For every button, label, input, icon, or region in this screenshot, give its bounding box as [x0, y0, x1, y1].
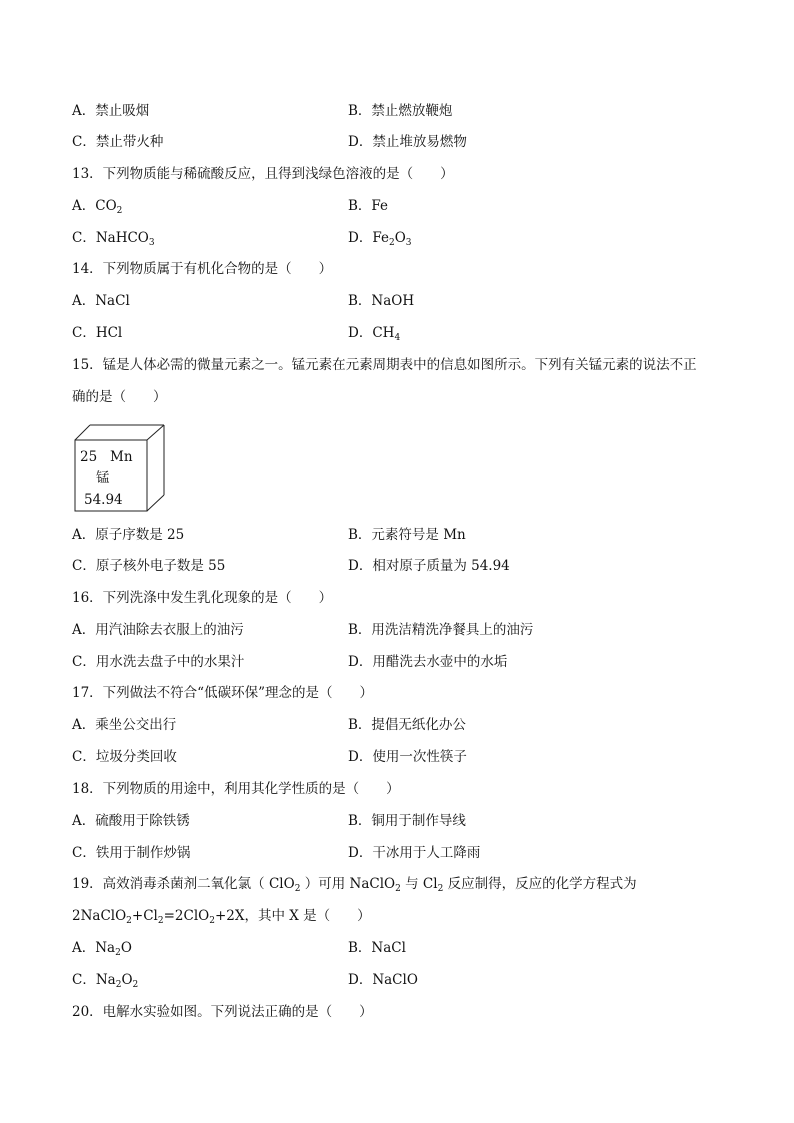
q19-equation: $2NaClO_2+Cl_2=2ClO_2+2X$，其中 X 是（ ）	[72, 908, 371, 926]
q13-stem: 13．下列物质能与稀硫酸反应，且得到浅绿色溶液的是（ ）	[72, 166, 454, 182]
element-atomic-mass: 54.94	[84, 492, 123, 508]
q17-option-b: B．提倡无纸化办公	[348, 717, 466, 733]
element-symbol: Mn	[110, 449, 133, 465]
element-atomic-number: 25	[80, 449, 98, 465]
q20-stem: 20．电解水实验如图。下列说法正确的是（ ）	[72, 1004, 373, 1020]
q12-option-c: C．禁止带火种	[72, 134, 164, 150]
element-cell-figure	[74, 424, 166, 512]
q18-stem: 18．下列物质的用途中，利用其化学性质的是（ ）	[72, 781, 400, 797]
q16-stem: 16．下列洗涤中发生乳化现象的是（ ）	[72, 590, 333, 606]
q15-stem-line1: 15．锰是人体必需的微量元素之一。锰元素在元素周期表中的信息如图所示。下列有关锰元素的说法不正	[72, 357, 697, 373]
element-name: 锰	[96, 470, 110, 486]
q17-stem: 17．下列做法不符合“低碳环保”理念的是（ ）	[72, 685, 373, 701]
q18-option-a: A．硫酸用于除铁锈	[72, 813, 190, 829]
q17-option-a: A．乘坐公交出行	[72, 717, 177, 733]
q19-option-b: B．NaCl	[348, 940, 406, 956]
q18-option-c: C．铁用于制作炒锅	[72, 845, 191, 861]
q15-option-b: B．元素符号是 Mn	[348, 527, 466, 543]
q14-stem: 14．下列物质属于有机化合物的是（ ）	[72, 261, 333, 277]
q12-option-b: B．禁止燃放鞭炮	[348, 103, 453, 119]
q15-option-a: A．原子序数是 25	[72, 527, 185, 543]
q16-option-c: C．用水洗去盘子中的水果汁	[72, 654, 245, 670]
q19-stem: 19．高效消毒杀菌剂二氧化氯（ ClO$_2$ ）可用 NaClO$_2$ 与 $Cl_2$ 反应制得，反应的化学方程式为	[72, 876, 637, 894]
q16-option-b: B．用洗洁精洗净餐具上的油污	[348, 622, 534, 638]
q14-option-d: D．$CH_4$	[348, 325, 401, 343]
q15-option-d: D．相对原子质量为 54.94	[348, 558, 510, 574]
q17-option-c: C．垃圾分类回收	[72, 749, 177, 765]
q19-option-a: A．$Na_2O$	[72, 940, 132, 958]
q13-option-b: B．Fe	[348, 198, 389, 214]
q13-option-a: A．$CO_2$	[72, 198, 123, 216]
q12-option-a: A．禁止吸烟	[72, 103, 150, 119]
q14-option-c: C．HCl	[72, 325, 123, 341]
q19-option-c: C．$Na_2O_2$	[72, 972, 139, 990]
q13-option-c: C．NaHCO$_3$	[72, 230, 155, 248]
q12-option-d: D．禁止堆放易燃物	[348, 134, 467, 150]
q17-option-d: D．使用一次性筷子	[348, 749, 467, 765]
q19-option-d: D．NaClO	[348, 972, 418, 988]
q13-option-d: D．$Fe_2O_3$	[348, 230, 412, 248]
q15-stem-line2: 确的是（ ）	[72, 389, 167, 405]
q16-option-a: A．用汽油除去衣服上的油污	[72, 622, 244, 638]
q14-option-a: A．NaCl	[72, 293, 130, 309]
q18-option-b: B．铜用于制作导线	[348, 813, 466, 829]
q16-option-d: D．用醋洗去水壶中的水垢	[348, 654, 508, 670]
q18-option-d: D．干冰用于人工降雨	[348, 845, 481, 861]
q14-option-b: B．NaOH	[348, 293, 415, 309]
q15-option-c: C．原子核外电子数是 55	[72, 558, 226, 574]
